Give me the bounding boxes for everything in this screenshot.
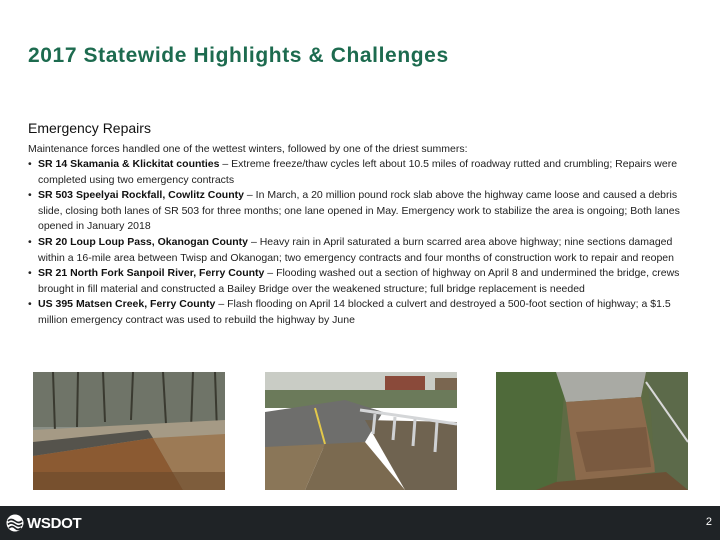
road-washout-flood-photo bbox=[265, 372, 457, 490]
bullet-marker: • bbox=[28, 267, 32, 280]
bullet-location: SR 20 Loup Loup Pass, Okanogan County bbox=[38, 235, 249, 248]
bullet-item bbox=[28, 297, 698, 328]
bullet-text: – Extreme freeze/thaw cycles left about 10.5 miles of roadway rutted and crumbling; Repairs were completed using two emergency contracts bbox=[38, 158, 678, 186]
bullet-text: – In March, a 20 million pound rock slab above the highway came loose and caused a debris slide, closing both lanes of SR 503 for three months; one lane opened in May. Emergency work to stabilize the area is ongoing; Both lanes opened in January 2018 bbox=[38, 189, 680, 233]
wsdot-wave-icon bbox=[6, 514, 24, 532]
bullet-location: US 395 Matsen Creek, Ferry County bbox=[38, 298, 216, 311]
bullet-marker: • bbox=[28, 235, 32, 248]
bullet-marker: • bbox=[28, 189, 32, 202]
footer-bar bbox=[0, 506, 720, 540]
intro-text: Maintenance forces handled one of the wettest winters, followed by one of the driest summers: bbox=[28, 143, 468, 155]
bullet-item bbox=[28, 266, 698, 297]
bullet-text: – Heavy rain in April saturated a burn scarred area above highway; nine sections damaged within a 16-mile area between Twisp and Okanogan; two emergency contracts and four months of construction work to repair and reopen bbox=[38, 235, 674, 264]
bullet-location: SR 21 North Fork Sanpoil River, Ferry County bbox=[38, 267, 265, 280]
bullet-item bbox=[28, 157, 698, 188]
bullet-list bbox=[28, 157, 698, 329]
section-heading: Emergency Repairs bbox=[28, 120, 151, 136]
road-ravine-collapse-photo bbox=[496, 372, 688, 490]
bullet-location: SR 14 Skamania & Klickitat counties bbox=[38, 158, 220, 170]
bullet-text: – Flash flooding on April 14 blocked a culvert and destroyed a 500-foot section of highway; a $1.5 million emergency contract was used to rebuild the highway by June bbox=[38, 298, 671, 326]
road-collapse-forest-photo bbox=[33, 372, 225, 490]
bullet-marker: • bbox=[28, 158, 32, 170]
page-title: 2017 Statewide Highlights & Challenges bbox=[28, 44, 449, 67]
bullet-text: – Flooding washed out a section of highway on April 8 and undermined the bridge, crews brought in fill material and constructed a Bailey Bridge over the weakened structure; full bridge replacement is needed bbox=[38, 267, 680, 295]
wsdot-logo bbox=[6, 514, 81, 532]
bullet-marker: • bbox=[28, 298, 32, 311]
bullet-item bbox=[28, 188, 698, 235]
bullet-item bbox=[28, 235, 698, 266]
page-number: 2 bbox=[705, 516, 712, 528]
bullet-location: SR 503 Speelyai Rockfall, Cowlitz County bbox=[38, 189, 244, 202]
logo-text: WSDOT bbox=[27, 514, 82, 532]
